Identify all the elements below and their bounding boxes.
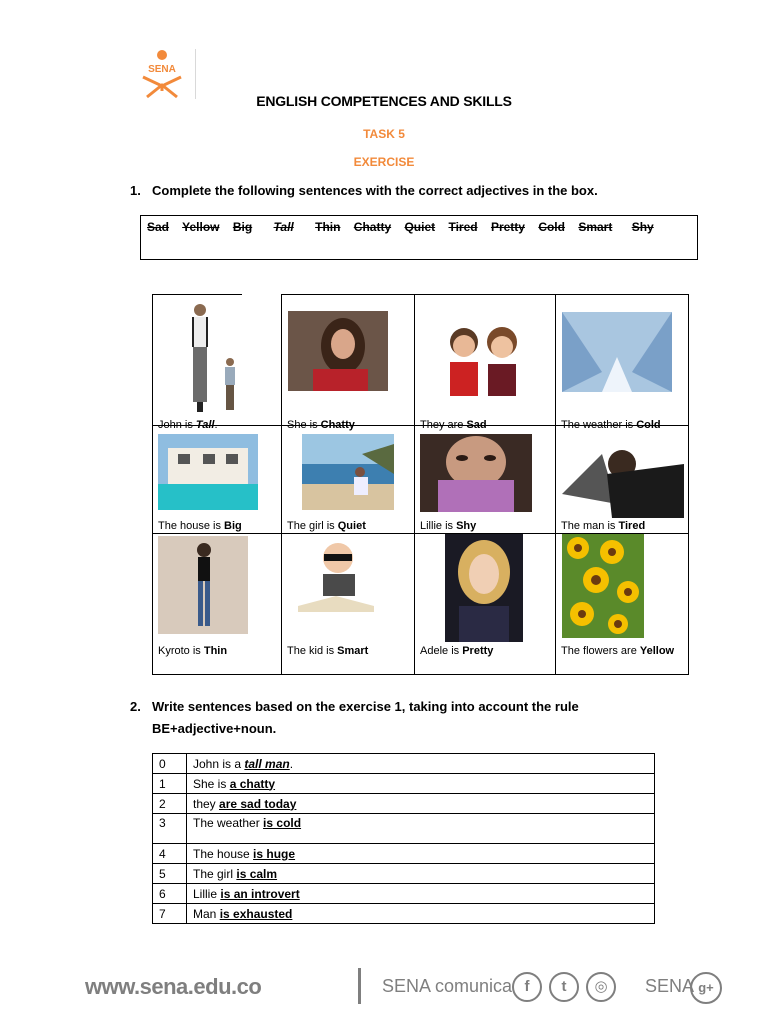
table-row <box>153 794 655 814</box>
document-title: ENGLISH COMPETENCES AND SKILLS <box>256 93 512 109</box>
tired-man-photo <box>562 434 684 518</box>
exercise1-instruction-text: Complete the following sentences with the correct adjectives in the box. <box>152 183 598 198</box>
sentence-cell: The house is huge <box>187 844 655 864</box>
exercise2-instruction-line1: Write sentences based on the exercise 1, taking into account the rule <box>152 699 579 714</box>
caption-they: They are Sad <box>420 419 487 431</box>
table-row <box>153 774 655 794</box>
sentence-cell: they are sad today <box>187 794 655 814</box>
word-bank-word: Thin <box>315 220 341 234</box>
website-link[interactable]: www.sena.edu.co <box>85 974 262 999</box>
caption-kid: The kid is Smart <box>287 645 369 657</box>
sad-children-photo <box>442 314 527 396</box>
sentence-cell: The weather is cold <box>187 814 655 844</box>
word-bank-word: Chatty <box>353 220 392 234</box>
row-number: 6 <box>153 884 187 904</box>
table-row <box>153 864 655 884</box>
sena-comunica-label: SENA comunica <box>382 976 513 996</box>
row-number: 2 <box>153 794 187 814</box>
smart-kid-photo <box>288 536 384 618</box>
word-bank-word: Sad <box>147 220 170 234</box>
word-bank-word: Tired <box>448 220 478 234</box>
word-bank-word: Big <box>232 220 253 234</box>
facebook-icon[interactable]: f <box>512 972 542 1002</box>
caption-kyroto: Kyroto is Thin <box>158 645 228 657</box>
yellow-flowers-photo <box>562 534 644 638</box>
word-bank-word: Shy <box>631 220 654 234</box>
table-row <box>153 754 655 774</box>
sena-logo-text: SENA <box>148 64 176 75</box>
exercise-label: EXERCISE <box>353 155 415 169</box>
caption-flowers: The flowers are Yellow <box>561 645 675 657</box>
caption-girl: The girl is Quiet <box>287 520 366 532</box>
exercise2-instruction-line2: BE+adjective+noun. <box>152 721 277 736</box>
shy-woman-photo <box>420 434 532 512</box>
caption-man: The man is Tired <box>561 520 646 532</box>
caption-lillie: Lillie is Shy <box>420 520 477 532</box>
snowy-forest-photo <box>562 312 672 392</box>
word-bank-word: Smart <box>578 220 613 234</box>
twitter-icon[interactable]: t <box>549 972 579 1002</box>
exercise1-instruction <box>130 183 598 198</box>
task-label: TASK 5 <box>363 127 405 141</box>
adele-photo <box>445 534 523 642</box>
caption-she: She is Chatty <box>287 419 355 431</box>
word-bank-words <box>147 220 664 234</box>
big-house-photo <box>158 434 258 510</box>
sena-logo-icon <box>137 49 187 99</box>
caption-john: John is Tall. <box>158 419 218 431</box>
google-plus-icon[interactable]: g+ <box>690 972 722 1004</box>
sentence-cell: The girl is calm <box>187 864 655 884</box>
word-bank <box>140 215 698 260</box>
exercise2-instruction <box>130 699 579 714</box>
row-number: 7 <box>153 904 187 924</box>
footer-divider <box>358 968 361 1004</box>
word-bank-word: Cold <box>538 220 565 234</box>
table-row <box>153 814 655 844</box>
word-bank-word: Pretty <box>490 220 525 234</box>
row-number: 3 <box>153 814 187 844</box>
caption-adele: Adele is Pretty <box>420 645 494 657</box>
picture-grid <box>152 294 689 675</box>
caption-house: The house is Big <box>158 520 242 532</box>
footer <box>0 960 768 1010</box>
row-number: 4 <box>153 844 187 864</box>
row-number: 0 <box>153 754 187 774</box>
thin-woman-photo <box>158 536 248 634</box>
chatty-woman-photo <box>288 311 388 391</box>
sentence-table <box>152 753 655 924</box>
exercise2-number: 2. <box>130 699 141 714</box>
sena-label: SENA <box>645 976 695 996</box>
sentence-cell: She is a chatty <box>187 774 655 794</box>
table-row <box>153 844 655 864</box>
sentence-cell: Man is exhausted <box>187 904 655 924</box>
tall-man-photo <box>172 302 242 414</box>
instagram-icon[interactable]: ◎ <box>586 972 616 1002</box>
table-row <box>153 904 655 924</box>
sentence-cell: Lillie is an introvert <box>187 884 655 904</box>
row-number: 5 <box>153 864 187 884</box>
quiet-girl-photo <box>302 434 394 510</box>
sentence-cell: John is a tall man. <box>187 754 655 774</box>
exercise1-number: 1. <box>130 183 141 198</box>
row-number: 1 <box>153 774 187 794</box>
word-bank-word: Quiet <box>404 220 436 234</box>
word-bank-word: Tall <box>273 220 294 234</box>
word-bank-word: Yellow <box>182 220 220 234</box>
caption-weather: The weather is Cold <box>561 419 661 431</box>
table-row <box>153 884 655 904</box>
